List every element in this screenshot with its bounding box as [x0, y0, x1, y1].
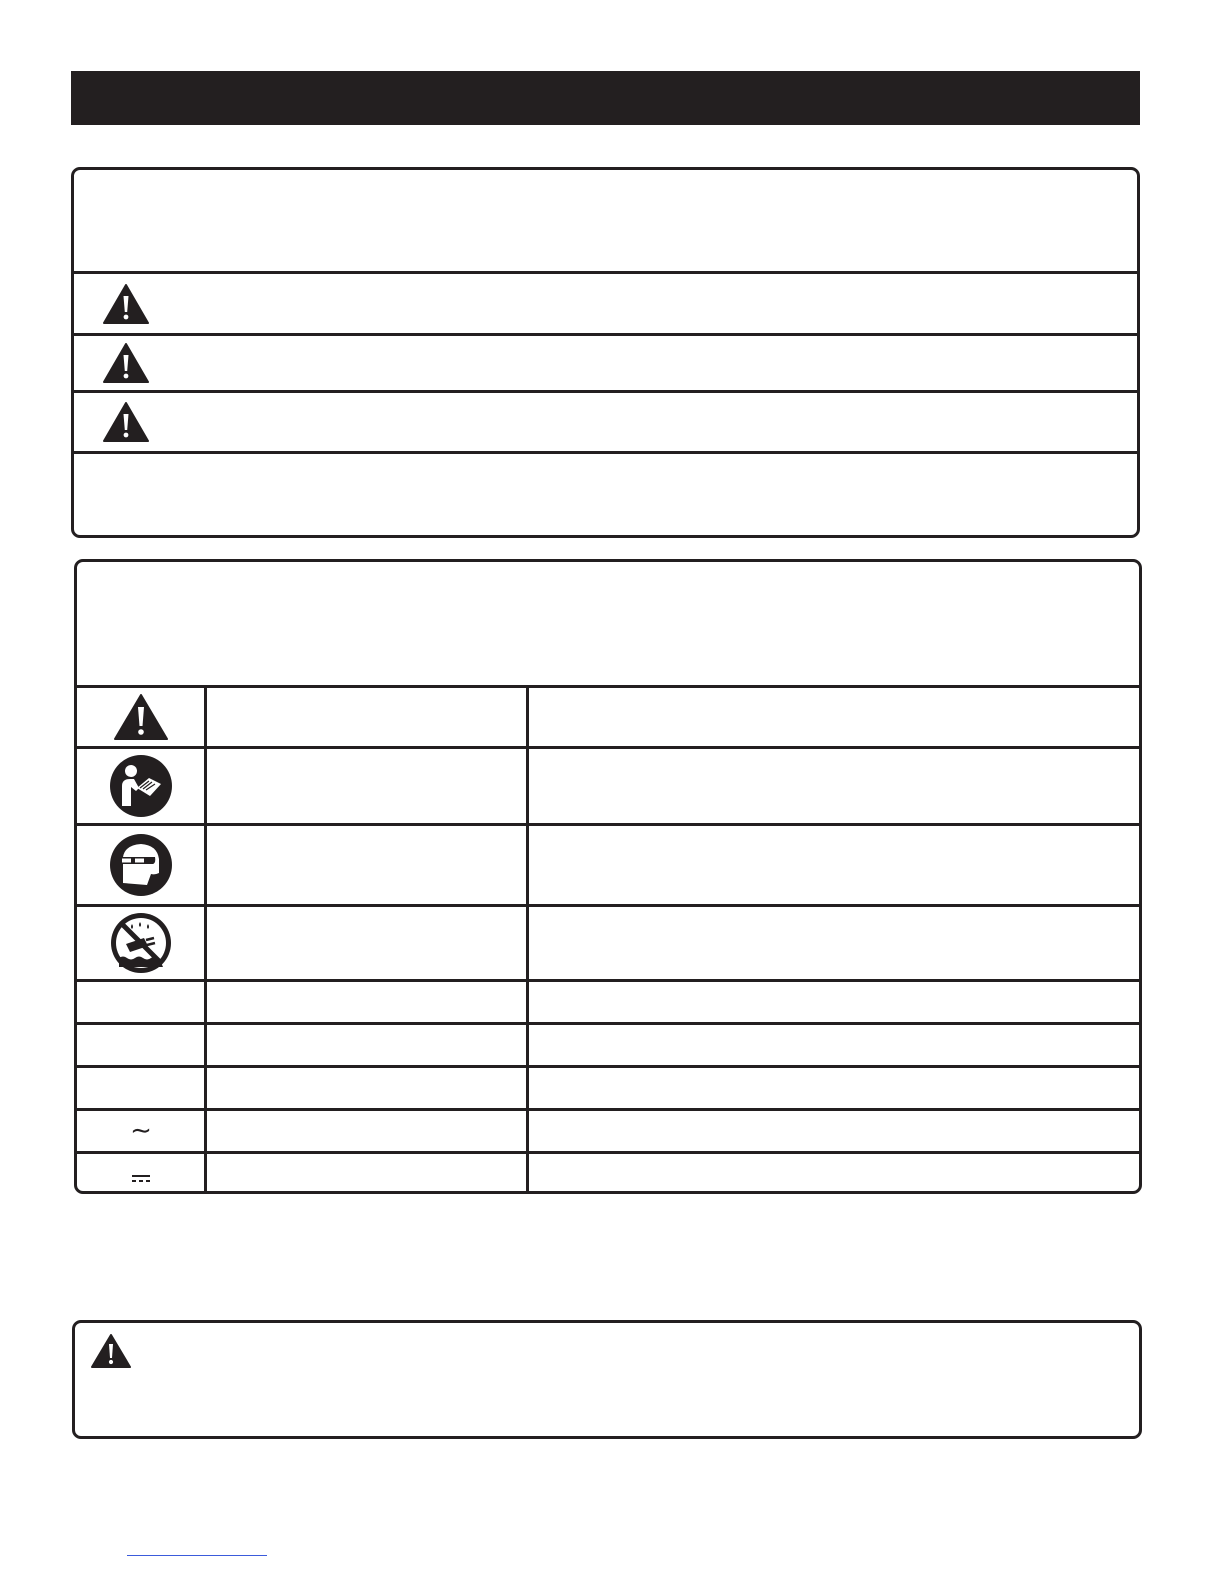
symbol-name — [207, 826, 526, 904]
wet-conditions-alert-icon — [110, 912, 172, 974]
table-row — [77, 688, 1139, 746]
warning-triangle-icon — [90, 1333, 132, 1369]
section-header-bar — [71, 71, 1140, 125]
read-manual-icon — [109, 754, 173, 818]
symbol-cell — [77, 982, 205, 1022]
symbol-name — [207, 1068, 526, 1108]
footer-link-underline[interactable] — [127, 1555, 267, 1556]
signal-words-box — [71, 167, 1140, 538]
table-row — [77, 826, 1139, 904]
symbol-name — [207, 1154, 526, 1194]
symbols-table-box — [74, 559, 1142, 1194]
signal-word-row — [74, 274, 1137, 333]
symbol-designation — [529, 688, 1139, 746]
symbol-name — [207, 907, 526, 979]
table-row — [77, 982, 1139, 1022]
eye-protection-icon — [109, 833, 173, 897]
symbol-name — [207, 688, 526, 746]
symbol-name — [207, 749, 526, 823]
table-row — [77, 907, 1139, 979]
symbol-name — [207, 982, 526, 1022]
symbol-designation — [529, 1111, 1139, 1151]
symbol-designation — [529, 1068, 1139, 1108]
warning-triangle-icon — [113, 693, 169, 741]
warning-notice-box — [72, 1320, 1142, 1439]
table-row — [77, 1025, 1139, 1065]
symbol-name — [207, 1111, 526, 1151]
symbol-name — [207, 1025, 526, 1065]
symbol-designation — [529, 1025, 1139, 1065]
symbol-designation — [529, 907, 1139, 979]
warning-triangle-icon — [102, 283, 150, 325]
symbol-cell — [77, 1025, 205, 1065]
table-row — [77, 1068, 1139, 1108]
divider — [74, 451, 1137, 454]
table-row — [77, 749, 1139, 823]
warning-triangle-icon — [102, 342, 150, 384]
symbol-designation — [529, 982, 1139, 1022]
table-row — [77, 1154, 1139, 1194]
signal-word-row — [74, 393, 1137, 451]
direct-current-icon — [131, 1173, 151, 1183]
table-row — [77, 1111, 1139, 1151]
warning-triangle-icon — [102, 401, 150, 443]
symbol-designation — [529, 749, 1139, 823]
symbol-designation — [529, 1154, 1139, 1194]
signal-word-row — [74, 336, 1137, 390]
alternating-current-symbol: ∼ — [130, 1116, 152, 1146]
symbol-cell — [77, 1068, 205, 1108]
symbol-designation — [529, 826, 1139, 904]
